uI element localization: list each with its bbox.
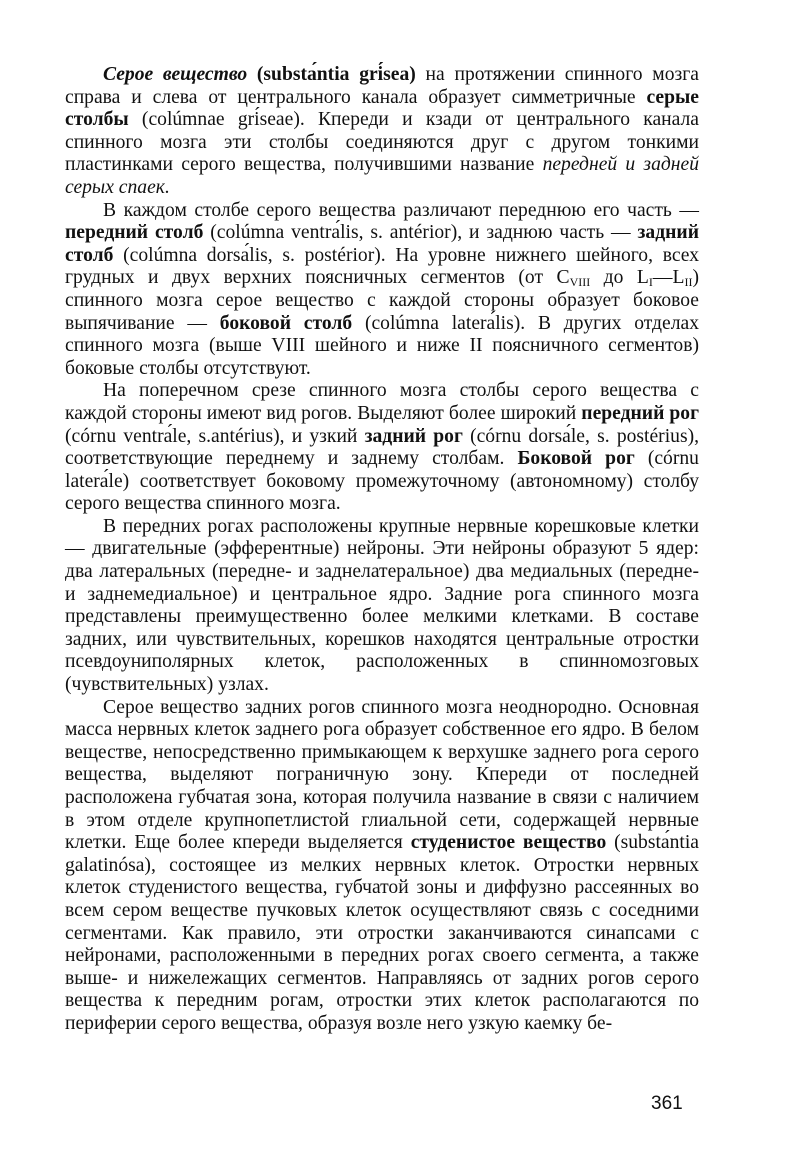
bold-term: передний рог xyxy=(581,402,700,424)
text-run: (substа́ntia galatinósa), состоящее из мелких нервных клеток. Отростки нервных клеток студенистого вещества, губчатой зоны и диффузно рассеянных во всем сером веществе пучковых клеток осуществляют связь с соседними сегментами. Как правило, эти отростки заканчиваются синапсами с нейронами, расположенными в передних рогах своего сегмента, а также выше- и нижележащих сегментов. Направляясь от задних рогов серого вещества к передним рогам, отростки этих клеток располагаются по периферии серого вещества, образуя возле него узкую каемку бе- xyxy=(65,832,700,1034)
bold-term: передний столб xyxy=(65,222,204,244)
text-run: На поперечном срезе спинного мозга столбы серого вещества с каждой стороны имеют вид рогов. Выделяют более широкий xyxy=(65,380,699,424)
text-run: (córnu laterа́le) соответствует боковому промежуточному (автономному) столбу серого вещества спинного мозга. xyxy=(65,448,699,515)
text-run: —L xyxy=(652,267,685,289)
bold-term: задний столб xyxy=(65,222,699,266)
bold-italic-term: Серое вещество xyxy=(103,64,248,85)
paragraph-posterior-horn-structure xyxy=(65,697,699,1036)
text-run: В передних рогах расположены крупные нервные корешковые клетки — двигательные (эфферентные) нейроны. Эти нейроны образуют 5 ядер: два латеральных (передне- и заднелатеральное) два медиальных (передне- и заднемедиальное) и центральное ядро. Задние рога спинного мозга представлены преимущественно более мелкими клетками. В составе задних, или чувствительных, корешков находятся центральные отростки псевдоуниполярных клеток, расположенных в спинномозговых (чувствительных) узлах. xyxy=(65,515,699,696)
text-run: Серое вещество задних рогов спинного мозга неоднородно. Основная масса нервных клеток заднего рога образует собственное его ядро. В белом веществе, непосредственно примыкающем к верхушке заднего рога серого вещества, выделяют пограничную зону. Кпереди от последней расположена губчатая зона, которая получила название в связи с наличием в этом отделе крупнопетлистой глиальной сети, содержащей нервные клетки. Еще более кпереди выделяется xyxy=(65,696,699,854)
bold-term: Боковой рог xyxy=(517,448,635,470)
text-run: (colúmna ventrа́lis, s. antérior), и заднюю часть — xyxy=(203,222,638,244)
text-run: (colúmnae grі́seae). Кпереди и кзади от центрального канала спинного мозга эти столбы соединяются друг с другом тонкими пластинками серого вещества, получившими название xyxy=(65,109,699,176)
bold-term: студенистое вещество xyxy=(410,832,607,854)
text-run: (córnu ventrа́le, s.antérius), и узкий xyxy=(65,425,365,447)
subscript: VIII xyxy=(569,275,591,290)
bold-term: боковой столб xyxy=(219,312,353,334)
bold-term: (substа́ntia grі́sea) xyxy=(256,64,416,85)
text-run: В каждом столбе серого вещества различают переднюю его часть — xyxy=(103,199,699,221)
text-run: (colúmna laterа́lis). В других отделах спинного мозга (выше VIII шейного и ниже II поясничного сегментов) боковые столбы отсутствуют. xyxy=(65,312,699,379)
paragraph-anterior-horn-nuclei xyxy=(65,516,699,697)
bold-term: задний рог xyxy=(364,425,463,447)
page-number: 361 xyxy=(651,1093,683,1114)
subscript: II xyxy=(684,275,693,290)
text-run: (colúmna dorsа́lis, s. postérior). На уровне нижнего шейного, всех грудных и двух верхних поясничных сегментов (от C xyxy=(65,244,699,289)
paragraph-horns xyxy=(65,380,699,516)
text-run: ) спинного мозга серое вещество с каждой стороны образует боковое выпячивание — xyxy=(65,267,699,334)
italic-term: передней и задней серых спаек. xyxy=(65,154,699,198)
page-body xyxy=(65,64,699,1036)
text-run: на протяжении спинного мозга справа и слева от центрального канала образует симметричные xyxy=(65,64,699,108)
subscript: I xyxy=(648,275,653,290)
paragraph-columns xyxy=(65,200,699,381)
text-run: (córnu dorsа́le, s. postérius), соответствующие переднему и заднему столбам. xyxy=(65,425,699,470)
text-run xyxy=(247,64,257,85)
bold-term: серые столбы xyxy=(65,86,699,131)
paragraph-gray-matter-intro xyxy=(65,64,699,200)
text-run: до L xyxy=(590,267,649,289)
